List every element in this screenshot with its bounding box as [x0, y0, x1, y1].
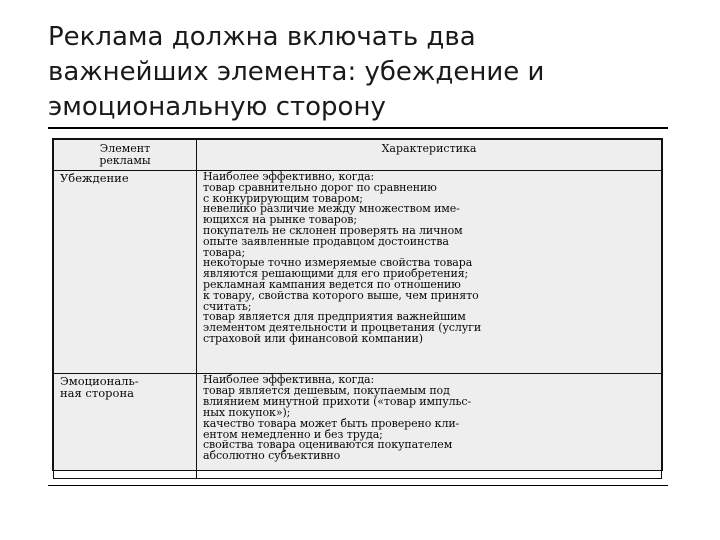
- title-divider: [48, 127, 668, 129]
- text-line: свойства товара оцениваются покупателем: [203, 438, 453, 452]
- text-line: к товару, свойства которого выше, чем принято: [203, 288, 479, 302]
- text-line: покупатель не склонен проверять на личном: [203, 223, 463, 237]
- text-line: абсолютно субъективно: [203, 449, 341, 463]
- slide-title-line: важнейших элемента: убеждение и: [48, 57, 545, 87]
- text-line: считать;: [203, 299, 252, 313]
- header-text-line: рекламы: [99, 153, 151, 167]
- text-line: ентом немедленно и без труда;: [203, 427, 383, 441]
- slide-title-line: Реклама должна включать два: [48, 22, 476, 52]
- row-label-line: ная сторона: [60, 386, 134, 400]
- table-header-row: [54, 140, 662, 171]
- text-line: влиянием минутной прихоти («товар импульс-: [203, 394, 472, 408]
- text-line: опыте заявленные продавцом достоинства: [203, 234, 449, 248]
- text-line: товар является для предприятия важнейшим: [203, 310, 466, 324]
- slide-title-line: эмоциональную сторону: [48, 92, 386, 122]
- text-line: Наиболее эффективна, когда:: [203, 373, 375, 386]
- text-line: являются решающими для его приобретения;: [203, 267, 469, 281]
- text-line: товара;: [203, 245, 246, 259]
- text-line: рекламная кампания ведется по отношению: [203, 277, 461, 291]
- text-line: страховой или финансовой компании): [203, 331, 423, 345]
- text-line: товар сравнительно дорог по сравнению: [203, 180, 437, 194]
- text-line: ных покупок»);: [203, 405, 291, 419]
- text-line: Наиболее эффективно, когда:: [203, 170, 375, 183]
- table-row: [54, 171, 662, 374]
- scanned-table-image: [52, 138, 663, 471]
- text-line: качество товара может быть проверено кли-: [203, 416, 460, 430]
- slide-title: [48, 20, 608, 125]
- row-characteristics-emotional-side: [197, 374, 662, 479]
- row-label-line: Эмоциональ-: [60, 374, 139, 388]
- row-label-emotional-side: [54, 374, 197, 479]
- row-label-line: Убеждение: [60, 171, 129, 185]
- text-line: ющихся на рынке товаров;: [203, 213, 357, 227]
- bottom-divider: [48, 485, 668, 486]
- text-line: с конкурирующим товаром;: [203, 191, 363, 205]
- text-line: элементом деятельности и процветания (услуги: [203, 321, 482, 335]
- header-text-line: Характеристика: [381, 142, 477, 155]
- row-label-persuasion: [54, 171, 197, 374]
- text-line: некоторые точно измеряемые свойства товара: [203, 256, 473, 270]
- characteristics-table: [53, 139, 662, 479]
- text-line: невелико различие между множеством име-: [203, 202, 460, 216]
- text-line: товар является дешевым, покупаемым под: [203, 383, 450, 397]
- header-element-of-ad: [54, 140, 197, 171]
- table-row: [54, 374, 662, 479]
- header-characteristic: [197, 140, 662, 171]
- row-characteristics-persuasion: [197, 171, 662, 374]
- header-text-line: Элемент: [99, 142, 151, 155]
